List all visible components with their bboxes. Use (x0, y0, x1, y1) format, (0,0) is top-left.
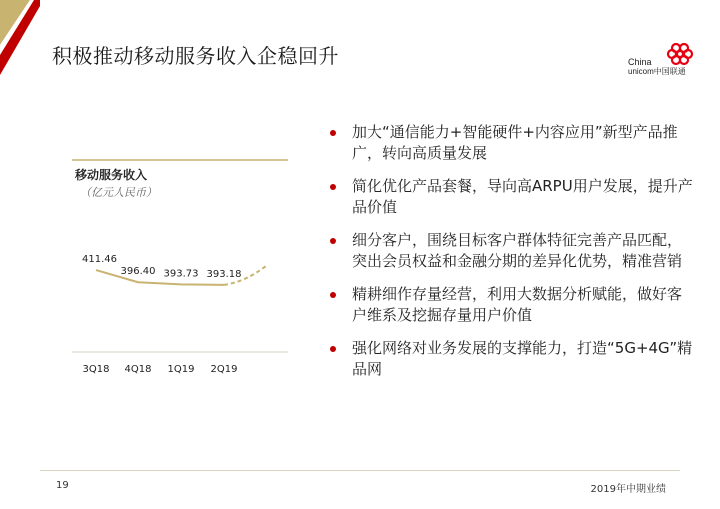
footer-label: 2019年中期业绩 (590, 484, 666, 495)
x-tick-label: 1Q19 (167, 364, 195, 375)
corner-decoration (0, 0, 40, 80)
bullet-dot-icon (330, 238, 336, 244)
chart-title: 移动服务收入 (75, 168, 148, 182)
bullet-list (326, 122, 696, 392)
footer-divider (40, 470, 680, 471)
x-tick-label: 2Q19 (210, 364, 238, 375)
x-tick-label: 4Q18 (124, 364, 152, 375)
bullet-text: 精耕细作存量经营，利用大数据分析赋能，做好客户维系及挖掘存量用户价值 (352, 285, 683, 324)
bullet-item (326, 338, 696, 380)
bullet-text: 加大“通信能力+智能硬件+内容应用”新型产品推广，转向高质量发展 (352, 123, 678, 162)
logo-wordmark (628, 58, 686, 76)
page-number: 19 (56, 480, 69, 491)
chart-unit-label: （亿元人民币） (80, 186, 157, 199)
data-label: 411.46 (82, 254, 117, 266)
series-line (96, 270, 224, 285)
data-label: 393.18 (206, 268, 242, 280)
logo-line1: China (628, 57, 652, 67)
bullet-dot-icon (330, 184, 336, 190)
bullet-text: 强化网络对业务发展的支撑能力，打造“5G+4G”精品网 (352, 339, 693, 378)
bullet-dot-icon (330, 292, 336, 298)
logo-line2: unicom中国联通 (628, 67, 686, 76)
bullet-dot-icon (330, 346, 336, 352)
data-label: 396.40 (120, 266, 156, 278)
slide-title: 积极推动移动服务收入企稳回升 (52, 44, 339, 68)
bullet-text: 简化优化产品套餐，导向高ARPU用户发展，提升产品价值 (352, 177, 693, 216)
bullet-item (326, 122, 696, 164)
bullet-item (326, 230, 696, 272)
x-tick-label: 3Q18 (82, 364, 110, 375)
trend-extension-line (224, 266, 266, 285)
bullet-text: 细分客户，围绕目标客户群体特征完善产品匹配，突出会员权益和金融分期的差异化优势，精准营销 (352, 231, 683, 270)
data-label: 393.73 (163, 268, 199, 280)
bullet-item (326, 284, 696, 326)
bullet-item (326, 176, 696, 218)
bullet-dot-icon (330, 130, 336, 136)
